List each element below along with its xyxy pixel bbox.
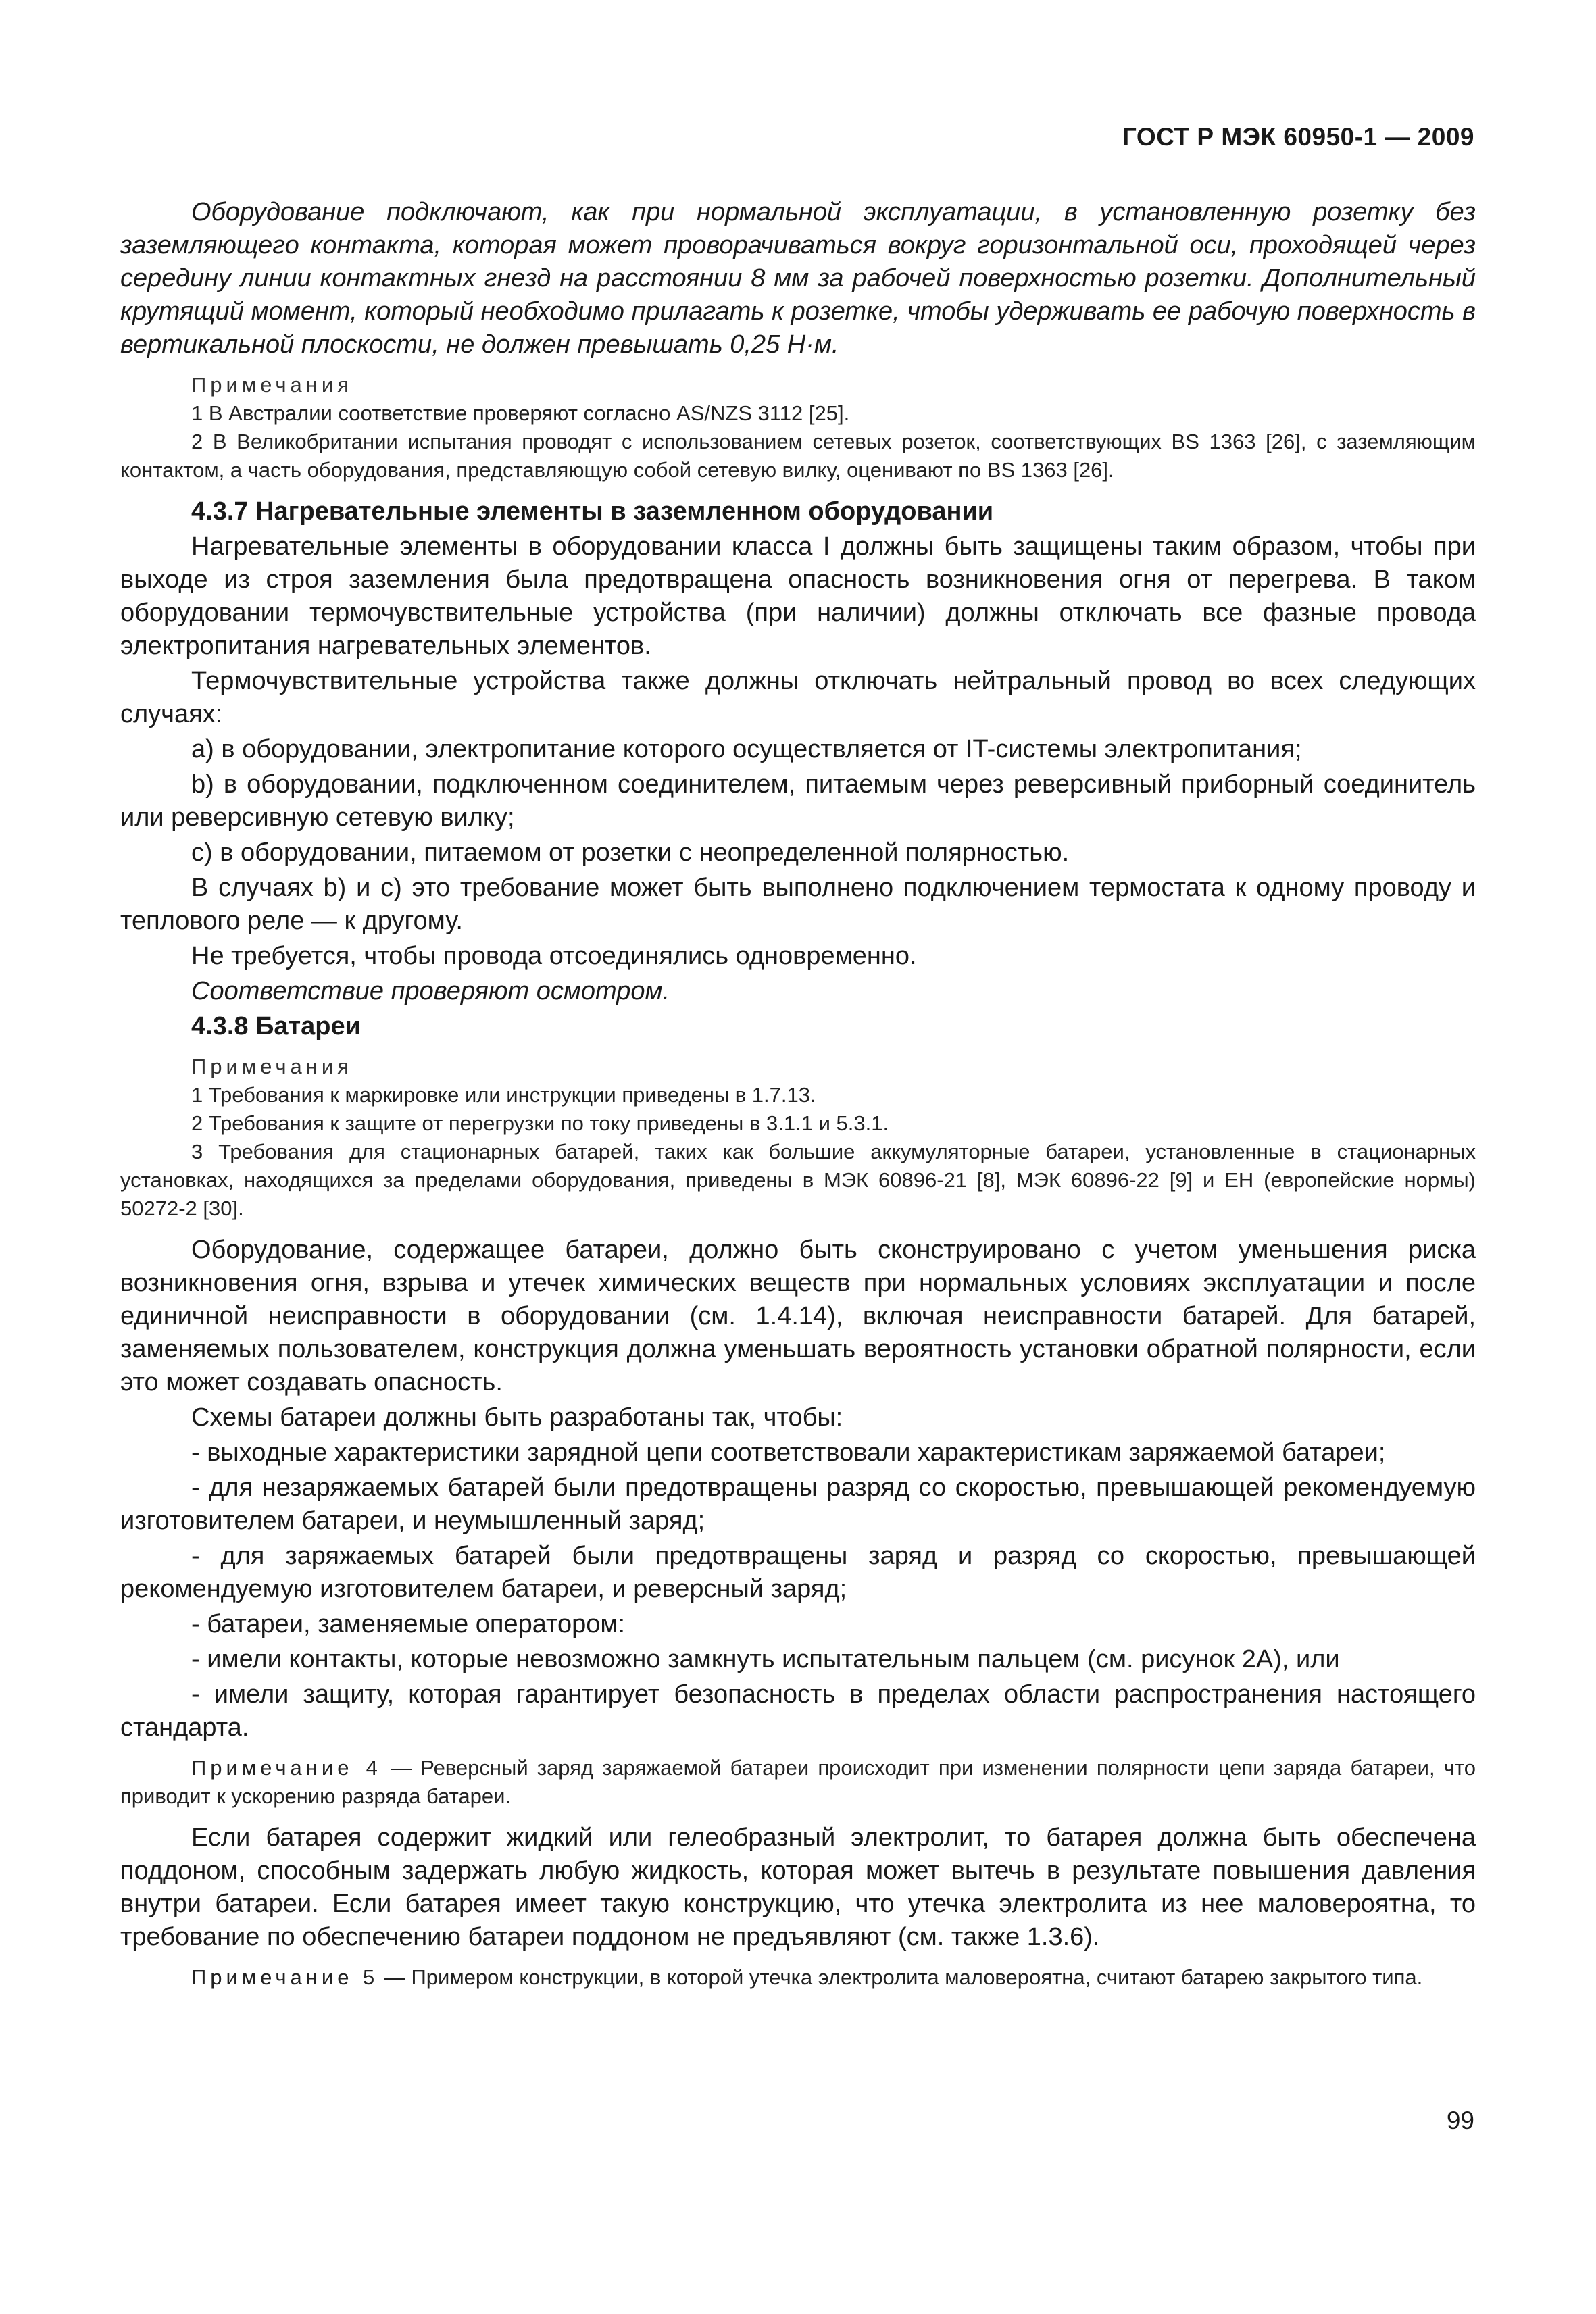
list-item: - имели защиту, которая гарантирует безопасность в пределах области распространения настоящего стандарта. — [120, 1680, 1476, 1742]
paragraph: Схемы батареи должны быть разработаны так, чтобы: — [191, 1403, 843, 1432]
note-item: 1 Требования к маркировке или инструкции приведены в 1.7.13. — [191, 1083, 816, 1107]
note-5 — [120, 1963, 1476, 1992]
note-4-lead: Примечание 4 — [191, 1756, 382, 1780]
list-item: c) в оборудовании, питаемом от розетки с неопределенной полярностью. — [191, 838, 1070, 867]
paragraph: Оборудование, содержащее батареи, должно быть сконструировано с учетом уменьшения риска возникновения огня, взрыва и утечек химических веществ при нормальных условиях эксплуатации и после единичной неисправности в оборудовании (см. 1.4.14), включая неисправности батарей. Для батарей, заменяемых пользователем, конструкция должна уменьшать вероятность установки обратной полярности, если это может создавать опасность. — [120, 1236, 1476, 1397]
list-item: - выходные характеристики зарядной цепи соответствовали характеристикам заряжаемой батареи; — [191, 1438, 1386, 1467]
compliance-paragraph: Соответствие проверяют осмотром. — [191, 977, 670, 1005]
note-item: 2 Требования к защите от перегрузки по току приведены в 3.1.1 и 5.3.1. — [191, 1111, 889, 1135]
note-4 — [120, 1754, 1476, 1811]
list-item: a) в оборудовании, электропитание которого осуществляется от IT-системы электропитания; — [191, 735, 1302, 763]
note-item: 3 Требования для стационарных батарей, таких как большие аккумуляторные батареи, установленные в стационарных установках, находящихся за пределами оборудования, приведены в МЭК 60896-21 [8], МЭК 60896-22 [9] и ЕН (европейские нормы) 50272-2 [30]. — [120, 1140, 1476, 1220]
page-content — [120, 196, 1476, 1992]
paragraph: Если батарея содержит жидкий или гелеобразный электролит, то батарея должна быть обеспечена поддоном, способным задержать любую жидкость, которая может вытечь в результате повышения давления внутри батареи. Если батарея имеет такую конструкцию, что утечка электролита из нее маловероятна, то требование по обеспечению батареи поддоном не предъявляют (см. также 1.3.6). — [120, 1823, 1476, 1951]
notes-title: Примечания — [191, 373, 353, 397]
paragraph: Не требуется, чтобы провода отсоединялись одновременно. — [191, 942, 917, 970]
note-item: 1 В Австралии соответствие проверяют согласно AS/NZS 3112 [25]. — [191, 401, 850, 425]
list-item: - батареи, заменяемые оператором: — [191, 1610, 626, 1638]
paragraph: Нагревательные элементы в оборудовании класса I должны быть защищены таким образом, чтобы при выходе из строя заземления была предотвращена опасность возникновения огня от перегрева. В таком оборудовании термочувствительные устройства (при наличии) должны отключать все фазные провода электропитания нагревательных элементов. — [120, 532, 1476, 660]
notes-title: Примечания — [191, 1055, 353, 1078]
list-item: - для незаряжаемых батарей были предотвращены разряд со скоростью, превышающей рекомендуемую изготовителем батареи, и неумышленный заряд; — [120, 1474, 1476, 1535]
note-4-text: — Реверсный заряд заряжаемой батареи происходит при изменении полярности цепи заряда батареи, что приводит к ускорению разряда батареи. — [120, 1756, 1476, 1808]
note-5-text: — Примером конструкции, в которой утечка электролита маловероятна, считают батарею закрытого типа. — [378, 1965, 1423, 1989]
list-item: b) в оборудовании, подключенном соединителем, питаемым через реверсивный приборный соединитель или реверсивную сетевую вилку; — [120, 770, 1476, 832]
intro-paragraph: Оборудование подключают, как при нормальной эксплуатации, в установленную розетку без заземляющего контакта, которая может проворачиваться вокруг горизонтальной оси, проходящей через середину линии контактных гнезд на расстоянии 8 мм за рабочей поверхностью розетки. Дополнительный крутящий момент, который необходимо прилагать к розетке, чтобы удерживать ее рабочую поверхность в вертикальной плоскости, не должен превышать 0,25 Н·м. — [120, 198, 1476, 359]
paragraph: В случаях b) и c) это требование может быть выполнено подключением термостата к одному проводу и теплового реле — к другому. — [120, 874, 1476, 935]
list-item: - имели контакты, которые невозможно замкнуть испытательным пальцем (см. рисунок 2А), или — [191, 1645, 1340, 1674]
document-header: ГОСТ Р МЭК 60950-1 — 2009 — [1122, 123, 1474, 151]
section-heading-4-3-8: 4.3.8 Батареи — [191, 1012, 361, 1040]
note-item: 2 В Великобритании испытания проводят с использованием сетевых розеток, соответствующих BS 1363 [26], с заземляющим контактом, а часть оборудования, представляющую собой сетевую вилку, оценивают по BS 1363 [26]. — [120, 430, 1476, 482]
note-5-lead: Примечание 5 — [191, 1965, 379, 1989]
paragraph: Термочувствительные устройства также должны отключать нейтральный провод во всех следующих случаях: — [120, 667, 1476, 728]
section-heading-4-3-7: 4.3.7 Нагревательные элементы в заземленном оборудовании — [191, 497, 994, 526]
list-item: - для заряжаемых батарей были предотвращены заряд и разряд со скоростью, превышающей рекомендуемую изготовителем батареи, и реверсный заряд; — [120, 1542, 1476, 1603]
page-number: 99 — [1446, 2107, 1474, 2134]
